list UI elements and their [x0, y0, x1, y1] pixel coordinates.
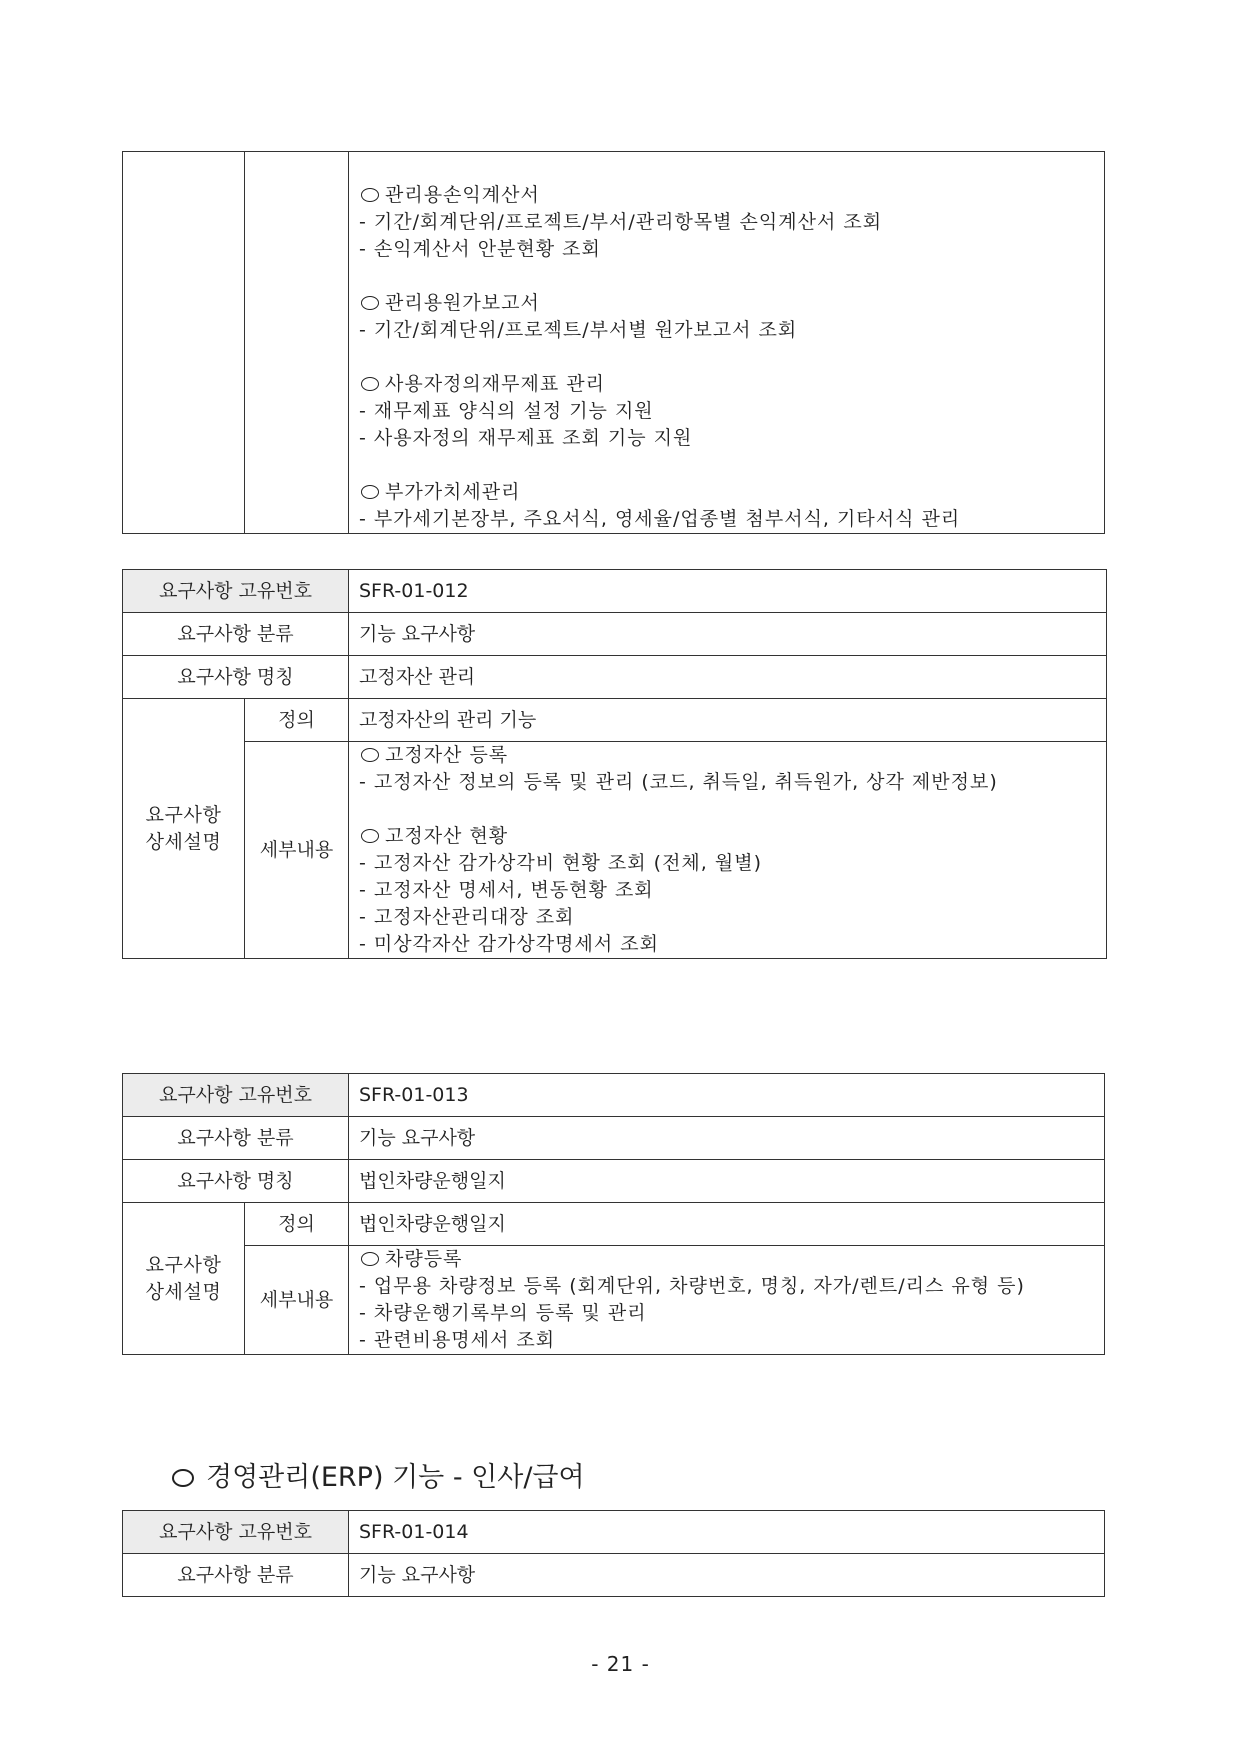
label-requirement-category: 요구사항 분류 — [123, 613, 349, 656]
label-requirement-category: 요구사항 분류 — [123, 1554, 349, 1597]
continued-requirement-table — [122, 151, 1105, 534]
label-definition: 정의 — [245, 1203, 349, 1246]
empty-label-cell — [123, 152, 245, 534]
sub-detail-content — [349, 1246, 1105, 1355]
detail-item: 관리용손익계산서 - 기간/회계단위/프로젝트/부서/관리항목별 손익계산서 조회 - 손익계산서 안분현황 조회 — [359, 184, 883, 260]
detail-content — [349, 152, 1105, 534]
requirement-name-value: 고정자산 관리 — [349, 656, 1107, 699]
requirement-name-value: 법인차량운행일지 — [349, 1160, 1105, 1203]
label-requirement-detail: 요구사항 상세설명 — [123, 1203, 245, 1355]
detail-item: 관리용원가보고서 - 기간/회계단위/프로젝트/부서별 원가보고서 조회 — [359, 292, 798, 341]
label-requirement-id: 요구사항 고유번호 — [123, 1074, 349, 1117]
requirement-id-value: SFR-01-014 — [349, 1511, 1105, 1554]
label-requirement-id: 요구사항 고유번호 — [123, 570, 349, 613]
detail-item: 사용자정의재무제표 관리 - 재무제표 양식의 설정 기능 지원 - 사용자정의 재무제표 조회 기능 지원 — [359, 373, 693, 449]
requirement-category-value: 기능 요구사항 — [349, 1554, 1105, 1597]
requirement-id-value: SFR-01-013 — [349, 1074, 1105, 1117]
requirement-table-sfr-01-014 — [122, 1510, 1105, 1597]
requirement-category-value: 기능 요구사항 — [349, 1117, 1105, 1160]
detail-item: 고정자산 현황 - 고정자산 감가상각비 현황 조회 (전체, 월별) - 고정자산 명세서, 변동현황 조회 - 고정자산관리대장 조회 - 미상각자산 감가상각명세서 조회 — [359, 825, 762, 955]
circle-bullet-icon — [361, 485, 379, 499]
label-requirement-name: 요구사항 명칭 — [123, 656, 349, 699]
label-requirement-category: 요구사항 분류 — [123, 1117, 349, 1160]
definition-value: 법인차량운행일지 — [349, 1203, 1105, 1246]
sub-detail-content — [349, 742, 1107, 959]
circle-bullet-icon — [361, 1252, 379, 1266]
circle-bullet-icon — [361, 377, 379, 391]
detail-item: 고정자산 등록 - 고정자산 정보의 등록 및 관리 (코드, 취득일, 취득원가, 상각 제반정보) — [359, 744, 998, 793]
label-sub-detail: 세부내용 — [245, 742, 349, 959]
circle-bullet-icon — [361, 188, 379, 202]
detail-item: 부가가치세관리 - 부가세기본장부, 주요서식, 영세율/업종별 첨부서식, 기타서식 관리 — [359, 481, 961, 530]
requirement-table-sfr-01-013 — [122, 1073, 1105, 1355]
requirement-table-sfr-01-012 — [122, 569, 1107, 959]
circle-bullet-icon — [361, 296, 379, 310]
definition-value: 고정자산의 관리 기능 — [349, 699, 1107, 742]
empty-sub-label-cell — [245, 152, 349, 534]
detail-item: 차량등록 - 업무용 차량정보 등록 (회계단위, 차량번호, 명칭, 자가/렌트/리스 유형 등) - 차량운행기록부의 등록 및 관리 - 관련비용명세서 조회 — [359, 1248, 1025, 1351]
label-sub-detail: 세부내용 — [245, 1246, 349, 1355]
section-heading: 경영관리(ERP) 기능 - 인사/급여 — [170, 1460, 585, 1496]
requirement-category-value: 기능 요구사항 — [349, 613, 1107, 656]
requirement-id-value: SFR-01-012 — [349, 570, 1107, 613]
label-requirement-detail: 요구사항 상세설명 — [123, 699, 245, 959]
label-requirement-id: 요구사항 고유번호 — [123, 1511, 349, 1554]
page-number: - 21 - — [591, 1652, 650, 1676]
label-definition: 정의 — [245, 699, 349, 742]
label-requirement-name: 요구사항 명칭 — [123, 1160, 349, 1203]
circle-bullet-icon — [172, 1469, 194, 1487]
circle-bullet-icon — [361, 829, 379, 843]
circle-bullet-icon — [361, 748, 379, 762]
